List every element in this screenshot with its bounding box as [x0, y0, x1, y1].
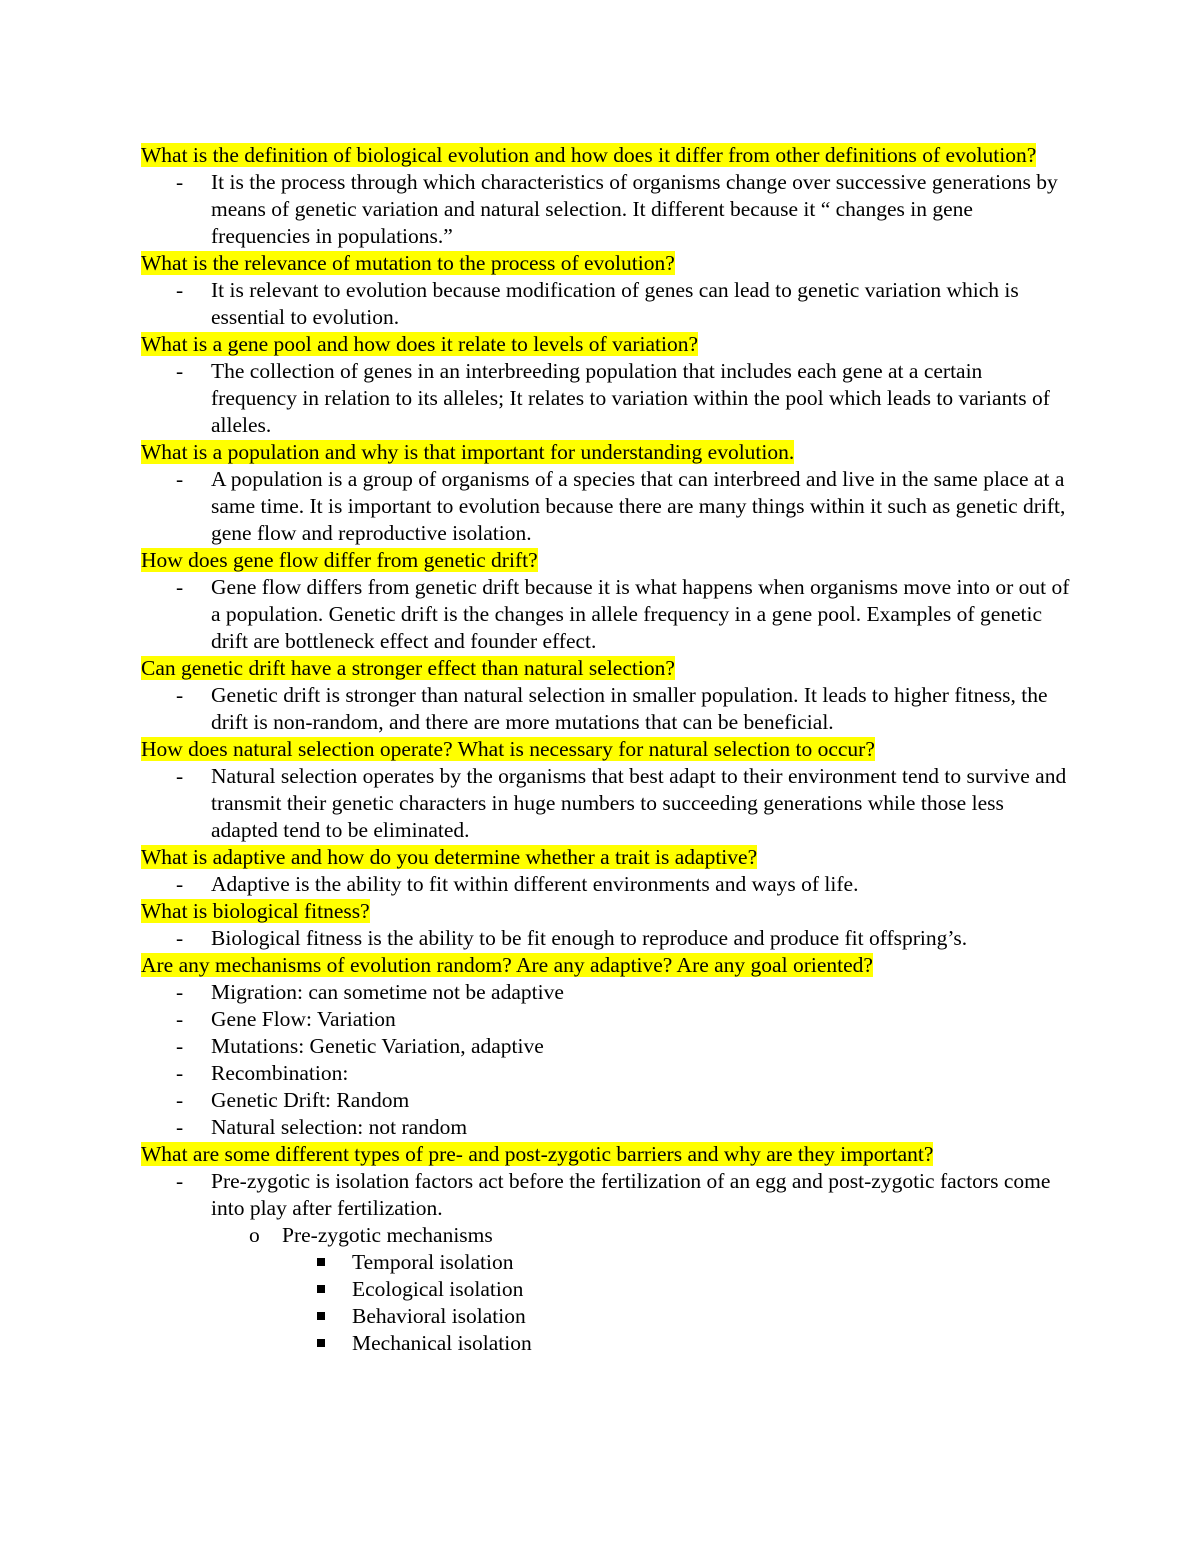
answer-item — [141, 763, 1071, 844]
square-bullet-icon — [317, 1312, 325, 1320]
square-bullet-icon — [317, 1339, 325, 1347]
question — [141, 844, 1071, 871]
sub-list-label: Pre-zygotic mechanisms — [282, 1223, 493, 1247]
highlighted-question-text: What is a population and why is that important for understanding evolution. — [141, 440, 795, 464]
answer-list — [141, 169, 1071, 250]
dash-bullet: - — [176, 170, 184, 194]
answer-item — [141, 1033, 1071, 1060]
dash-bullet: - — [176, 1061, 184, 1085]
answer-item — [141, 1060, 1071, 1087]
answer-text: Gene flow differs from genetic drift because it is what happens when organisms move into or out of a population. Genetic drift is the changes in allele frequency in a gene pool. Examples of genetic drift are bottleneck effect and founder effect. — [211, 575, 1070, 653]
square-bullet-icon — [317, 1285, 325, 1293]
square-bullet-icon — [317, 1258, 325, 1266]
dash-bullet: - — [176, 467, 184, 491]
answer-text: It is relevant to evolution because modification of genes can lead to genetic variation which is essential to evolution. — [211, 278, 1019, 329]
answer-item — [141, 925, 1071, 952]
dash-bullet: - — [176, 926, 184, 950]
qa-block — [141, 250, 1071, 331]
answer-text: Migration: can sometime not be adaptive — [211, 980, 564, 1004]
dash-bullet: - — [176, 359, 184, 383]
question — [141, 736, 1071, 763]
highlighted-question-text: What is the relevance of mutation to the process of evolution? — [141, 251, 675, 275]
dash-bullet: - — [176, 1088, 184, 1112]
highlighted-question-text: What is adaptive and how do you determine whether a trait is adaptive? — [141, 845, 758, 869]
circle-bullet: o — [249, 1223, 260, 1247]
qa-block — [141, 898, 1071, 952]
answer-text: Pre-zygotic is isolation factors act before the fertilization of an egg and post-zygotic factors come into play after fertilization. — [211, 1169, 1051, 1220]
mechanism-text: Mechanical isolation — [352, 1331, 532, 1355]
dash-bullet: - — [176, 278, 184, 302]
answer-text: Biological fitness is the ability to be fit enough to reproduce and produce fit offspring’s. — [211, 926, 968, 950]
answer-item — [141, 871, 1071, 898]
dash-bullet: - — [176, 872, 184, 896]
qa-block — [141, 844, 1071, 898]
dash-bullet: - — [176, 764, 184, 788]
dash-bullet: - — [176, 1007, 184, 1031]
answer-list — [141, 682, 1071, 736]
highlighted-question-text: Are any mechanisms of evolution random? Are any adaptive? Are any goal oriented? — [141, 953, 873, 977]
question — [141, 250, 1071, 277]
qa-block — [141, 736, 1071, 844]
sub-list — [141, 1222, 1071, 1249]
highlighted-question-text: What is biological fitness? — [141, 899, 370, 923]
qa-block — [141, 1141, 1071, 1357]
answer-text: Adaptive is the ability to fit within different environments and ways of life. — [211, 872, 859, 896]
question — [141, 655, 1071, 682]
qa-block — [141, 331, 1071, 439]
question — [141, 547, 1071, 574]
mechanism-list — [141, 1249, 1071, 1357]
highlighted-question-text: How does gene flow differ from genetic drift? — [141, 548, 538, 572]
answer-list — [141, 871, 1071, 898]
dash-bullet: - — [176, 980, 184, 1004]
answer-list — [141, 763, 1071, 844]
answer-item — [141, 1087, 1071, 1114]
answer-text: Mutations: Genetic Variation, adaptive — [211, 1034, 544, 1058]
qa-block — [141, 547, 1071, 655]
question — [141, 142, 1071, 169]
answer-item — [141, 1114, 1071, 1141]
answer-item — [141, 1006, 1071, 1033]
dash-bullet: - — [176, 683, 184, 707]
answer-text: It is the process through which characteristics of organisms change over successive generations by means of genetic variation and natural selection. It different because it “ changes in gene frequencies in populations.” — [211, 170, 1058, 248]
answer-text: A population is a group of organisms of a species that can interbreed and live in the same place at a same time. It is important to evolution because there are many things within it such as genetic drift, gene flow and reproductive isolation. — [211, 467, 1066, 545]
answer-item — [141, 277, 1071, 331]
answer-list — [141, 1168, 1071, 1222]
question — [141, 331, 1071, 358]
mechanism-item — [141, 1330, 1071, 1357]
answer-list — [141, 925, 1071, 952]
mechanism-text: Ecological isolation — [352, 1277, 524, 1301]
mechanism-item — [141, 1303, 1071, 1330]
dash-bullet: - — [176, 1034, 184, 1058]
highlighted-question-text: How does natural selection operate? What is necessary for natural selection to occur? — [141, 737, 875, 761]
sub-list-item — [141, 1222, 1071, 1249]
answer-item — [141, 682, 1071, 736]
highlighted-question-text: Can genetic drift have a stronger effect than natural selection? — [141, 656, 675, 680]
qa-block — [141, 439, 1071, 547]
answer-item — [141, 358, 1071, 439]
answer-text: The collection of genes in an interbreeding population that includes each gene at a certain frequency in relation to its alleles; It relates to variation within the pool which leads to variants of alleles. — [211, 359, 1050, 437]
mechanism-item — [141, 1249, 1071, 1276]
qa-block — [141, 655, 1071, 736]
question — [141, 1141, 1071, 1168]
answer-text: Natural selection: not random — [211, 1115, 468, 1139]
answer-item — [141, 574, 1071, 655]
answer-list — [141, 466, 1071, 547]
highlighted-question-text: What is a gene pool and how does it relate to levels of variation? — [141, 332, 699, 356]
qa-block — [141, 142, 1071, 250]
question — [141, 439, 1071, 466]
answer-text: Gene Flow: Variation — [211, 1007, 396, 1031]
question — [141, 898, 1071, 925]
mechanism-item — [141, 1276, 1071, 1303]
answer-text: Genetic Drift: Random — [211, 1088, 410, 1112]
answer-item — [141, 1168, 1071, 1222]
mechanism-text: Behavioral isolation — [352, 1304, 526, 1328]
answer-text: Genetic drift is stronger than natural selection in smaller population. It leads to higher fitness, the drift is non-random, and there are more mutations that can be beneficial. — [211, 683, 1048, 734]
dash-bullet: - — [176, 1169, 184, 1193]
question — [141, 952, 1071, 979]
answer-text: Natural selection operates by the organisms that best adapt to their environment tend to survive and transmit their genetic characters in huge numbers to succeeding generations while those less adapted tend to be eliminated. — [211, 764, 1067, 842]
dash-bullet: - — [176, 1115, 184, 1139]
answer-text: Recombination: — [211, 1061, 349, 1085]
mechanism-text: Temporal isolation — [352, 1250, 514, 1274]
answer-list — [141, 574, 1071, 655]
answer-list — [141, 277, 1071, 331]
document-content — [141, 142, 1071, 1357]
answer-list — [141, 979, 1071, 1141]
highlighted-question-text: What is the definition of biological evolution and how does it differ from other definitions of evolution? — [141, 143, 1037, 167]
qa-block — [141, 952, 1071, 1141]
answer-item — [141, 466, 1071, 547]
dash-bullet: - — [176, 575, 184, 599]
answer-list — [141, 358, 1071, 439]
answer-item — [141, 169, 1071, 250]
highlighted-question-text: What are some different types of pre- and post-zygotic barriers and why are they important? — [141, 1142, 934, 1166]
answer-item — [141, 979, 1071, 1006]
